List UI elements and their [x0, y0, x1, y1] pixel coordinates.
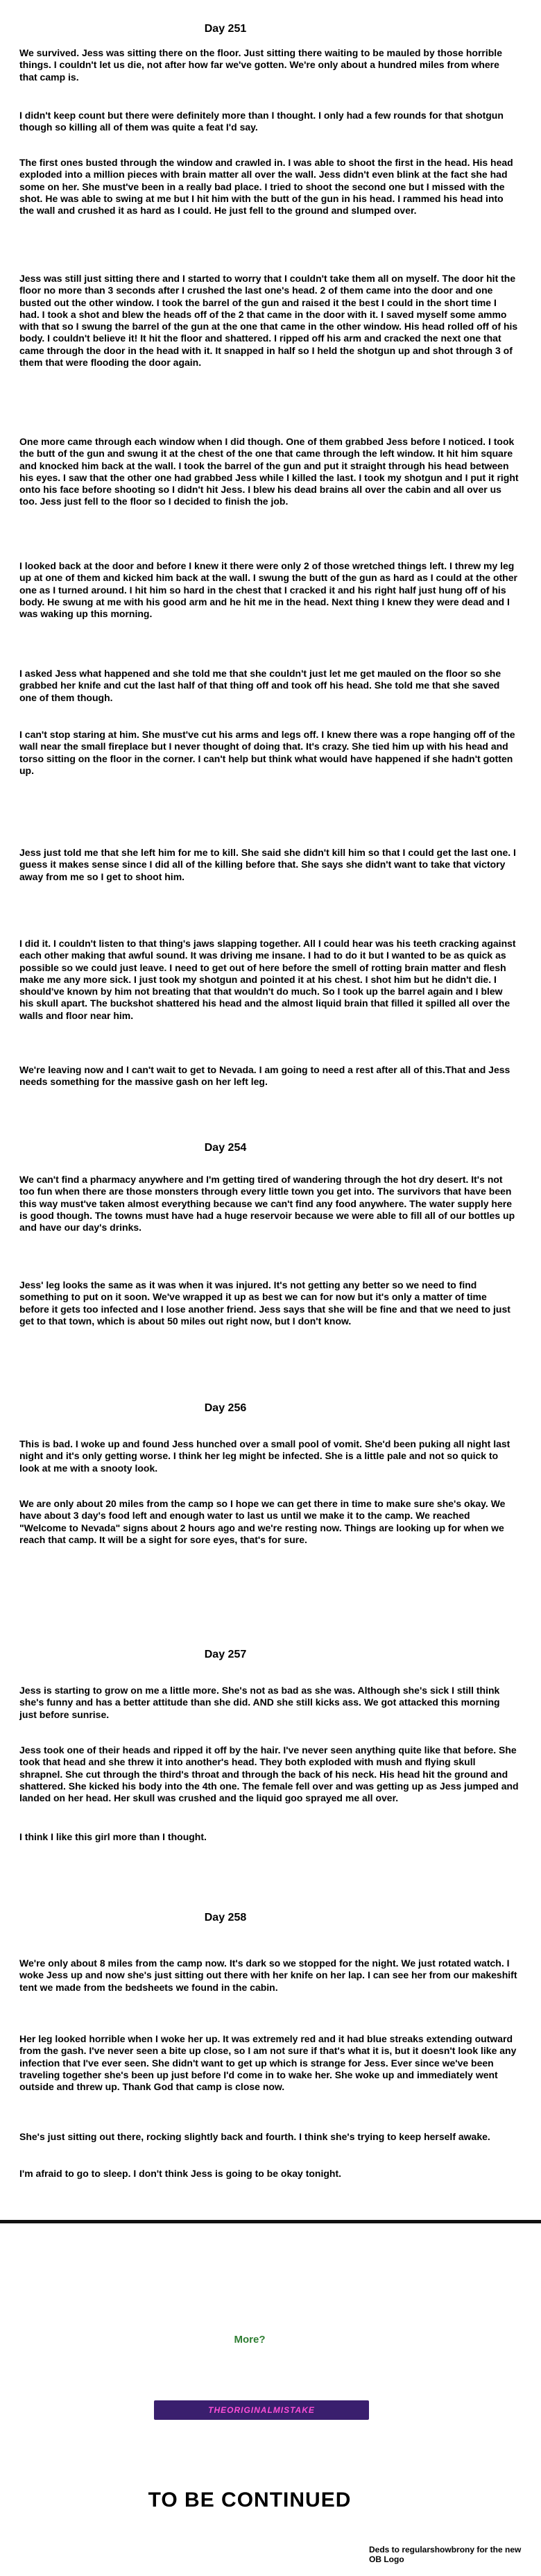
journal-paragraph: I didn't keep count but there were definitely more than I thought. I only had a few rounds for that shotgun though so killing all of them was quite a feat I'd say. [19, 110, 504, 133]
journal-paragraph: Jess was still just sitting there and I started to worry that I couldn't take them all on myself. The door hit the floor no more than 3 seconds after I crushed the last one's head. 2 of them came into the door and one busted out the other window. I took the barrel of the gun and raised it the best I could in the short time I had. I took a shot and blew the heads off of the 2 that came in the door with it. I saved myself some ammo with that so I swung the barrel of the gun at the one that came in the other window. His head rolled off of his body. I couldn't believe it! It hit the floor and shattered. I ripped off his arm and cracked the next one that came through the door in the head with it. It snapped in half so I held the shotgun up and shot through 3 of them that were flooding the door again. [19, 273, 518, 369]
journal-paragraph: We're only about 8 miles from the camp now. It's dark so we stopped for the night. We just rotated watch. I woke Jess up and now she's just sitting out there with her knife on her lap. I can see her from our makeshift tent we made from the bedsheets we found in the cabin. [19, 1958, 517, 1993]
to-be-continued-heading: TO BE CONTINUED [148, 2489, 352, 2511]
credit-note: Deds to regularshowbrony for the new OB Logo [369, 2545, 522, 2564]
journal-paragraph: I asked Jess what happened and she told me that she couldn't just let me get mauled on the floor so she grabbed her knife and cut the last half of that thing off and took off his head. She told me that she saved one of them though. [19, 668, 501, 703]
more-link[interactable]: More? [234, 2334, 266, 2346]
journal-paragraph: I'm afraid to go to sleep. I don't think Jess is going to be okay tonight. [19, 2168, 342, 2179]
journal-paragraph: Jess just told me that she left him for me to kill. She said she didn't kill him so that I could get the last one. I guess it makes sense since I did all of the killing before that. She says she didn't want to take that victory away from me so I get to shoot him. [19, 847, 516, 882]
logo: THEORIGINALMISTAKE [154, 2400, 369, 2420]
day-heading: Day 251 [204, 23, 247, 35]
journal-paragraph: I can't stop staring at him. She must've cut his arms and legs off. I knew there was a rope hanging off of the wall near the small fireplace but I never thought of doing that. It's crazy. She tied him up with his head and torso sitting on the floor in the corner. I can't help but think what would have happened if she hadn't gotten up. [19, 729, 515, 776]
day-heading: Day 256 [204, 1402, 247, 1414]
journal-paragraph: Jess took one of their heads and ripped it off by the hair. I've never seen anything quite like that before. She took that head and she threw it into another's head. They both exploded with mush and flying skull shrapnel. She cut through the third's throat and through the back of his neck. His head hit the ground and shattered. She kicked his body into the 4th one. The female fell over and was getting up as Jess jumped and landed on her head. Her skull was crushed and the liquid goo sprayed me all over. [19, 1744, 519, 1804]
journal-paragraph: Jess' leg looks the same as it was when it was injured. It's not getting any better so we need to find something to put on it soon. We've wrapped it up as best we can for now but it's only a matter of time before it gets too infected and I lose another friend. Jess says that she will be fine and that we need to just get to that town, which is about 50 miles out right now, but I don't know. [19, 1279, 510, 1327]
day-heading: Day 254 [204, 1142, 247, 1154]
journal-paragraph: Jess is starting to grow on me a little more. She's not as bad as she was. Although she's sick I still think she's funny and has a better attitude than she did. AND she still kicks ass. We got attacked this morning just before sunrise. [19, 1685, 500, 1720]
journal-paragraph: Her leg looked horrible when I woke her up. It was extremely red and it had blue streaks extending outward from the gash. I've never seen a bite up close, so I am not sure if that's what it is, but it doesn't look like any infection that I've ever seen. She didn't want to get up which is strange for Jess. Ever since we've been traveling together she's been up just before I'd come in to wake her. She woke up and immediately went outside and threw up. Thank God that camp is close now. [19, 2033, 517, 2093]
journal-paragraph: One more came through each window when I did though. One of them grabbed Jess before I noticed. I took the butt of the gun and swung it at the chest of the one that came through the left window. It hit him square and knocked him back at the wall. I took the barrel of the gun and put it straight through his head between his eyes. I saw that the other one had grabbed Jess while I killed the last. I took my shotgun and I put it right onto his face before shooting so I didn't hit Jess. I blew his dead brains all over the cabin and all over us too. Jess just fell to the floor so I decided to finish the job. [19, 436, 519, 507]
divider [0, 2220, 541, 2223]
journal-paragraph: I did it. I couldn't listen to that thing's jaws slapping together. All I could hear was his teeth cracking against each other making that awful sound. It was driving me insane. I had to do it but I wanted to be as quick as possible so we could just leave. I need to get out of here before the smell of rotting brain matter and flesh make me any more sick. I just took my shotgun and pointed it at his chest. I shot him but he didn't die. I should've known by him not breating that that wouldn't do much. So I took up the barrel again and I blew his skull apart. The buckshot shattered his head and the almost liquid brain that filled it spilled all over the walls and floor near him. [19, 938, 516, 1021]
journal-paragraph: We can't find a pharmacy anywhere and I'm getting tired of wandering through the hot dry desert. It's not too fun when there are those monsters through every little town you get into. The survivors that have been this way must've taken almost everything because we can't find any food anywhere. The water supply here is good though. The towns must have had a huge reservoir because we were able to fill all of our bottles up and have our day's drinks. [19, 1174, 515, 1234]
journal-paragraph: We are only about 20 miles from the camp so I hope we can get there in time to make sure she's okay. We have about 3 day's food left and enough water to last us until we make it to the camp. We reached "Welcome to Nevada" signs about 2 hours ago and we're resting now. Things are looking up for when we reach that camp. It will be a sight for sore eyes, that's for sure. [19, 1498, 506, 1545]
journal-paragraph: The first ones busted through the window and crawled in. I was able to shoot the first in the head. His head exploded into a million pieces with brain matter all over the wall. Jess didn't even blink at the fact she had some on her. She must've been in a really bad place. I tried to shoot the second one but I missed with the shot. He was able to swing at me but I hit him with the butt of the gun in his head. I rammed his head into the wall and crushed it as hard as I could. He just fell to the ground and slumped over. [19, 157, 513, 217]
journal-paragraph: We're leaving now and I can't wait to get to Nevada. I am going to need a rest after all of this.That and Jess needs something for the massive gash on her left leg. [19, 1064, 510, 1088]
journal-paragraph: I looked back at the door and before I knew it there were only 2 of those wretched things left. I threw my leg up at one of them and kicked him back at the wall. I swung the butt of the gun as hard as I could at the other one as I turned around. I hit him so hard in the chest that I cracked it and his right half just hung off of his body. He swung at me with his good arm and he hit me in the head. Next thing I knew they were dead and I was waking up this morning. [19, 560, 517, 620]
journal-paragraph: I think I like this girl more than I thought. [19, 1831, 207, 1842]
journal-paragraph: She's just sitting out there, rocking slightly back and fourth. I think she's trying to keep herself awake. [19, 2131, 490, 2142]
journal-paragraph: We survived. Jess was sitting there on the floor. Just sitting there waiting to be mauled by those horrible things. I couldn't let us die, not after how far we've gotten. We're only about a hundred miles from where that camp is. [19, 47, 502, 83]
journal-paragraph: This is bad. I woke up and found Jess hunched over a small pool of vomit. She'd been puking all night last night and it's only getting worse. I think her leg might be infected. She is a little pale and not so quick to look at me with a snooty look. [19, 1438, 510, 1474]
day-heading: Day 257 [204, 1649, 247, 1660]
day-heading: Day 258 [204, 1912, 247, 1923]
